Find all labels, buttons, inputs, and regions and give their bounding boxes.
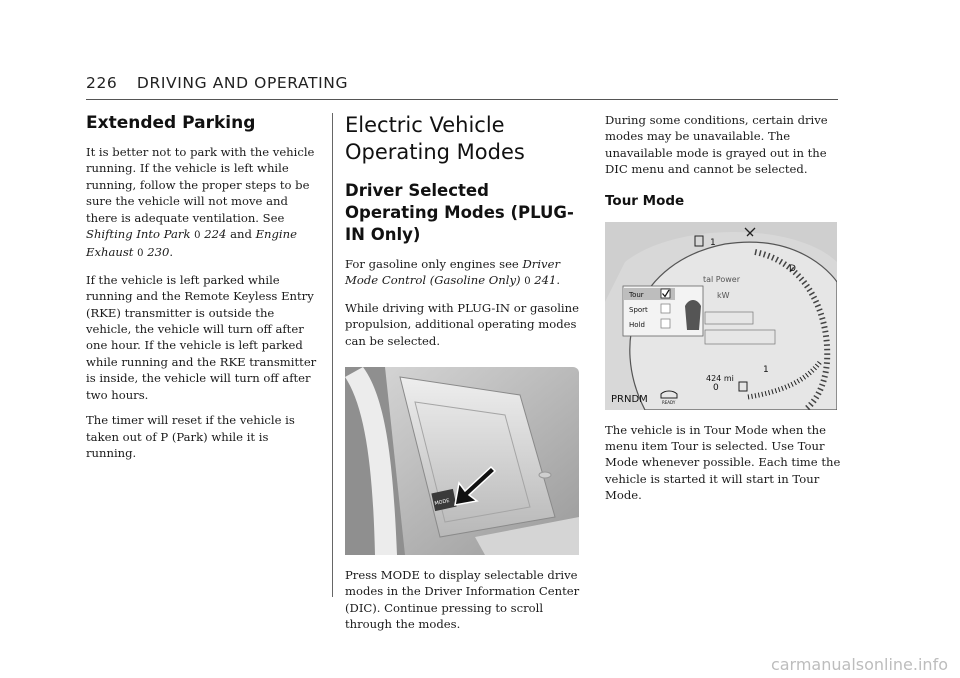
xref-page-241[interactable]: 241	[534, 273, 557, 288]
extended-parking-paragraph-3: The timer will reset if the vehicle is taken out of P (Park) while it is running.	[86, 413, 295, 460]
extended-parking-paragraph-1: It is better not to park with the vehicle running. If the vehicle is left while running, follow the proper steps to be sure the vehicle will not move and there is adequate ventilation. See Shifting Into Park 0 224 and Engine Exhaust 0 230.	[86, 145, 315, 260]
page-number: 226	[86, 74, 118, 92]
mode-button-figure	[345, 367, 581, 555]
gear-indicator: PRNDM	[611, 393, 648, 405]
xref-symbol: 0	[524, 276, 531, 288]
xref-symbol: 0	[194, 230, 201, 242]
tour-mode-heading: Tour Mode	[605, 192, 685, 209]
xref-engine-exhaust[interactable]: Engine Exhaust	[86, 227, 297, 260]
menu-item-tour: Tour	[629, 290, 644, 299]
xref-driver-mode-control[interactable]: Driver Mode Control (Gasoline Only)	[345, 257, 560, 288]
gauge-label-1: 1	[763, 364, 769, 375]
ev-operating-modes-heading: Electric Vehicle Operating Modes	[345, 113, 525, 164]
instrument-cluster-illustration	[605, 222, 837, 410]
ev-paragraph-3: Press MODE to display selectable drive modes in the Driver Information Center (DIC). Continue pressing to scroll through the modes.	[345, 568, 580, 632]
mode-button-label: MODE	[434, 497, 451, 508]
xref-shifting-into-park[interactable]: Shifting Into Park	[86, 227, 191, 242]
column-divider	[332, 113, 333, 597]
range-readout: 424 mi	[706, 373, 734, 383]
gauge-label-0: 0	[713, 382, 719, 393]
xref-symbol: 0	[137, 248, 144, 260]
ev-paragraph-1: For gasoline only engines see Driver Mode Control (Gasoline Only) 0 241.	[345, 257, 561, 288]
gauge-label-top: 1	[710, 237, 716, 248]
extended-parking-heading: Extended Parking	[86, 113, 256, 133]
page-header	[86, 74, 348, 92]
extended-parking-paragraph-2: If the vehicle is left parked while running and the Remote Keyless Entry (RKE) transmitter is outside the vehicle, the vehicle will turn off after one hour. If the vehicle is left parked while running and the RKE transmitter is inside, the vehicle will turn off after two hours.	[86, 272, 317, 402]
column-tour-mode	[605, 112, 841, 513]
tour-mode-paragraph: The vehicle is in Tour Mode when the menu item Tour is selected. Use Tour Mode whenever possible. Each time the vehicle is started it will start in Tour Mode.	[605, 422, 841, 503]
column-ev-operating-modes	[345, 112, 581, 642]
ev-paragraph-2: While driving with PLUG-IN or gasoline propulsion, additional operating modes can be selected.	[345, 300, 579, 348]
section-title: DRIVING AND OPERATING	[136, 74, 349, 92]
header-rule	[86, 99, 838, 100]
xref-page-224[interactable]: 224	[204, 227, 227, 242]
tour-mode-figure	[605, 222, 841, 414]
kw-label: kW	[717, 290, 730, 300]
ready-label: READY	[662, 399, 676, 405]
checkbox-hold	[661, 319, 670, 328]
gauge-label-d: D	[789, 263, 796, 274]
engine-icon	[685, 300, 701, 330]
xref-page-230[interactable]: 230	[147, 245, 170, 260]
column-extended-parking	[86, 112, 318, 470]
tour-intro-paragraph: During some conditions, certain drive modes may be unavailable. The unavailable mode is grayed out in the DIC menu and cannot be selected.	[605, 113, 828, 177]
menu-item-hold: Hold	[629, 320, 645, 329]
driver-selected-modes-heading: Driver Selected Operating Modes (PLUG-IN Only)	[345, 181, 574, 244]
checkbox-sport	[661, 304, 670, 313]
power-label: tal Power	[703, 274, 740, 284]
watermark: carmanualsonline.info	[770, 655, 948, 674]
mode-button-illustration	[345, 367, 579, 555]
menu-item-sport: Sport	[629, 305, 648, 314]
